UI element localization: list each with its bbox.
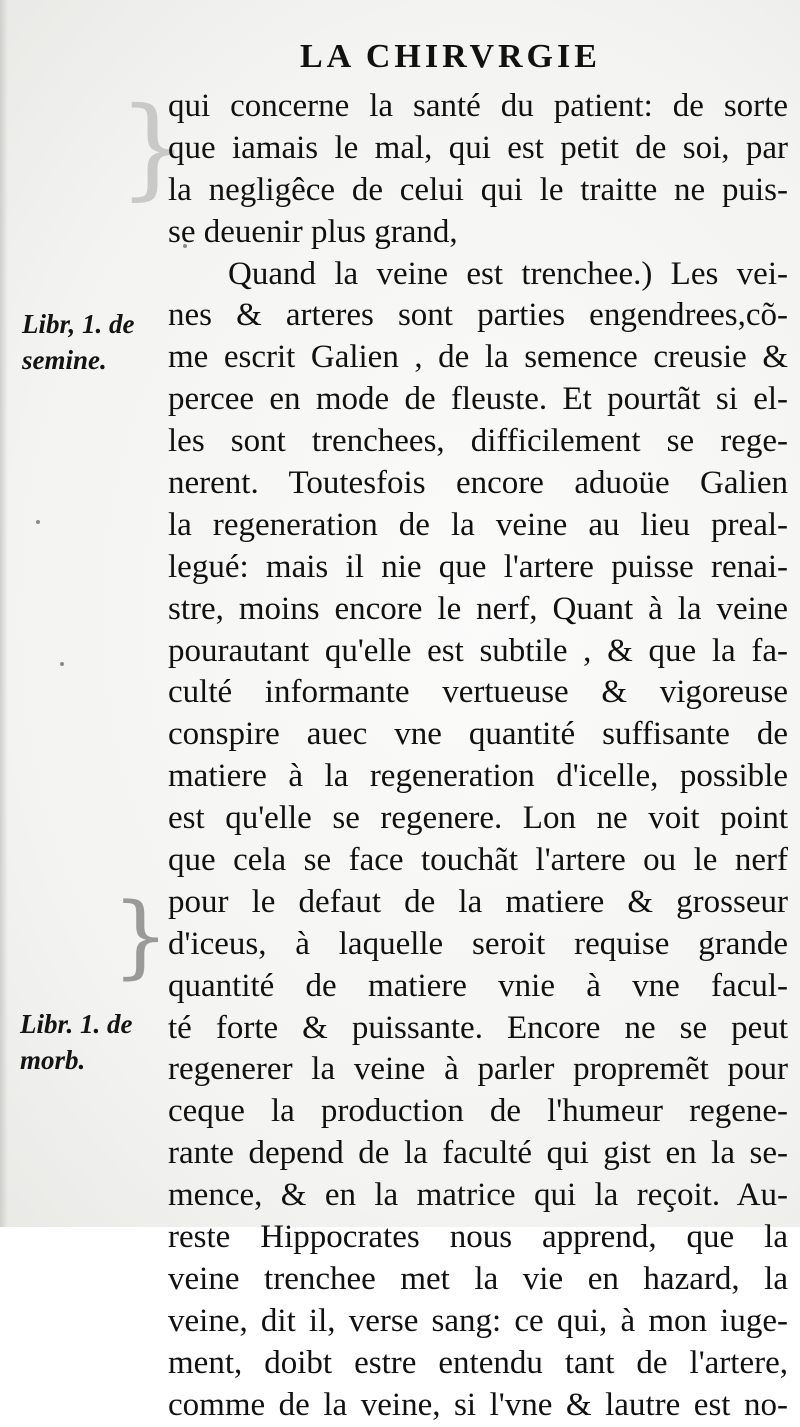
- text-line: regenerer la veine à parler propremẽt pour: [168, 1051, 788, 1088]
- text-line: rante depend de la faculté qui gist en la se-: [168, 1135, 788, 1172]
- text-line: té forte & puissante. Encore ne se peut: [168, 1009, 788, 1046]
- text-line: que cela se face touchãt l'artere ou le nerf: [168, 842, 788, 879]
- text-line: comme de la veine, si l'vne & lautre est no-: [168, 1386, 788, 1423]
- ink-speck: [36, 520, 40, 524]
- text-line: culté informante vertueuse & vigoreuse: [168, 674, 788, 711]
- text-line: percee en mode de fleuste. Et pourtãt si el-: [168, 381, 788, 418]
- margin-note-line: Libr, 1. de: [22, 309, 135, 339]
- text-line: les sont trenchees, difficilement se rege-: [168, 423, 788, 460]
- text-line: quantité de matiere vnie à vne facul-: [168, 967, 788, 1004]
- text-line: que iamais le mal, qui est petit de soi, par: [168, 129, 788, 166]
- margin-note: [22, 306, 135, 378]
- margin-note-line: Libr. 1. de: [20, 1009, 133, 1039]
- text-line: nes & arteres sont parties engendrees,cõ-: [168, 297, 788, 334]
- text-line: reste Hippocrates nous apprend, que la: [168, 1219, 788, 1256]
- margin-note-line: morb.: [20, 1045, 86, 1075]
- text-line: la negligêce de celui qui le traitte ne puis-: [168, 171, 788, 208]
- text-line: me escrit Galien , de la semence creusie &: [168, 339, 788, 376]
- text-line: conspire auec vne quantité suffisante de: [168, 716, 788, 753]
- text-line: ceque la production de l'humeur regene-: [168, 1093, 788, 1130]
- text-line: qui concerne la santé du patient: de sorte: [168, 88, 788, 124]
- text-line: Quand la veine est trenchee.) Les vei-: [228, 255, 788, 292]
- bleed-through-bracket: }: [118, 83, 188, 211]
- bleed-through-bracket: }: [112, 884, 170, 989]
- text-line: la regeneration de la veine au lieu preal-: [168, 506, 788, 543]
- text-line: matiere à la regeneration d'icelle, possible: [168, 758, 788, 795]
- text-line: mence, & en la matrice qui la reçoit. Au-: [168, 1177, 788, 1214]
- margin-note-line: semine.: [22, 345, 107, 375]
- main-text-block: [168, 86, 788, 1427]
- text-line: stre, moins encore le nerf, Quant à la veine: [168, 590, 788, 627]
- text-line: nerent. Toutesfois encore aduoüe Galien: [168, 465, 788, 502]
- margin-note: [20, 1006, 133, 1078]
- text-line: d'iceus, à laquelle seroit requise grande: [168, 925, 788, 962]
- text-line: pourautant qu'elle est subtile , & que la fa-: [168, 632, 788, 669]
- text-line: veine trenchee met la vie en hazard, la: [168, 1260, 788, 1297]
- page-gutter-shadow: [0, 0, 8, 1227]
- text-line: pour le defaut de la matiere & grosseur: [168, 883, 788, 920]
- text-line: legué: mais il nie que l'artere puisse renai-: [168, 548, 788, 585]
- running-head: LA CHIRVRGIE: [300, 38, 601, 75]
- ink-speck: [60, 662, 64, 666]
- text-line: est qu'elle se regenere. Lon ne voit point: [168, 800, 788, 837]
- text-line: ment, doibt estre entendu tant de l'artere,: [168, 1344, 788, 1381]
- text-line: veine, dit il, verse sang: ce qui, à mon iuge-: [168, 1302, 788, 1339]
- text-line: se deuenir plus grand,: [168, 213, 458, 250]
